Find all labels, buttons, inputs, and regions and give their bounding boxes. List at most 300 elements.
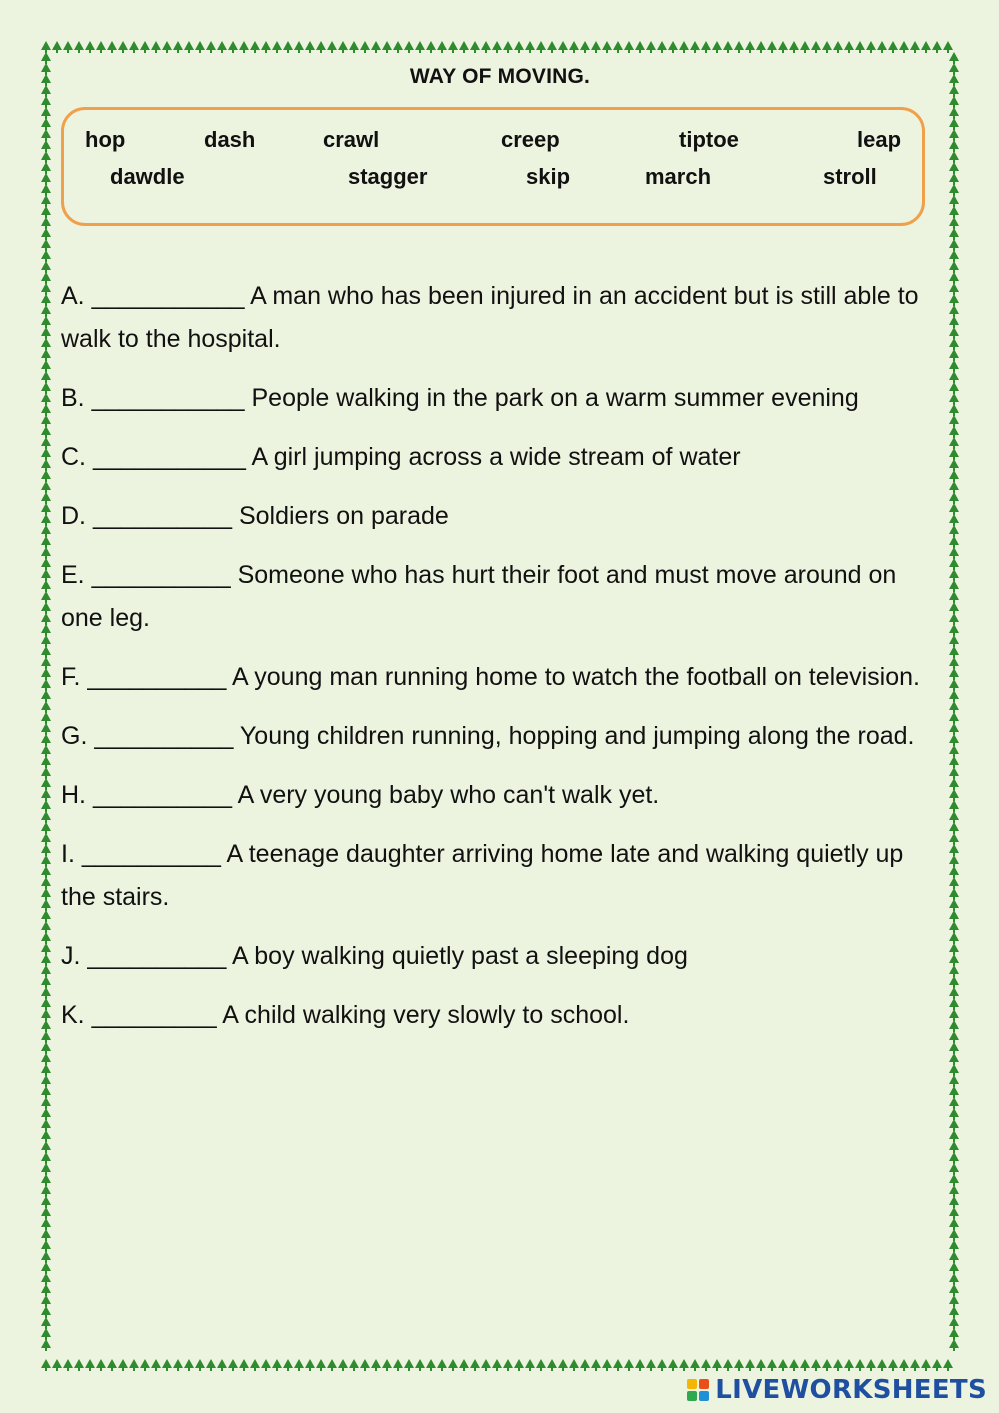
tree-decoration (426, 41, 436, 53)
tree-decoration (525, 41, 535, 53)
tree-decoration (41, 1119, 51, 1131)
tree-decoration (745, 41, 755, 53)
tree-decoration (305, 1359, 315, 1371)
answer-blank[interactable]: __________ (92, 781, 232, 809)
tree-decoration (41, 96, 51, 108)
question-item (61, 377, 941, 420)
tree-decoration (41, 118, 51, 130)
tree-decoration (949, 1306, 959, 1318)
tree-decoration (503, 1359, 513, 1371)
tree-decoration (949, 338, 959, 350)
tree-decoration (206, 1359, 216, 1371)
tree-decoration (514, 41, 524, 53)
tree-decoration (949, 514, 959, 526)
tree-decoration (41, 1042, 51, 1054)
tree-decoration (767, 1359, 777, 1371)
tree-decoration (41, 602, 51, 614)
tree-decoration (734, 1359, 744, 1371)
tree-decoration (888, 41, 898, 53)
tree-decoration (949, 1295, 959, 1307)
tree-decoration (41, 1218, 51, 1230)
tree-decoration (949, 756, 959, 768)
tree-decoration (844, 1359, 854, 1371)
tree-decoration (949, 987, 959, 999)
tree-decoration (800, 41, 810, 53)
tree-decoration (228, 41, 238, 53)
tree-decoration (41, 789, 51, 801)
tree-decoration (41, 822, 51, 834)
question-letter: E. (61, 561, 85, 589)
tree-decoration (41, 448, 51, 460)
tree-decoration (657, 1359, 667, 1371)
tree-decoration (41, 1130, 51, 1142)
tree-decoration (217, 41, 227, 53)
tree-decoration (41, 910, 51, 922)
tree-decoration (41, 261, 51, 273)
tree-decoration (305, 41, 315, 53)
question-letter: D. (61, 502, 86, 530)
tree-decoration (949, 1273, 959, 1285)
tree-decoration (767, 41, 777, 53)
tree-decoration (41, 426, 51, 438)
answer-blank[interactable]: _________ (91, 1001, 217, 1029)
tree-decoration (646, 41, 656, 53)
tree-decoration (63, 1359, 73, 1371)
tree-decoration (877, 41, 887, 53)
tree-decoration (360, 41, 370, 53)
tree-decoration (393, 1359, 403, 1371)
tree-decoration (949, 217, 959, 229)
question-item (61, 774, 941, 817)
tree-decoration (74, 1359, 84, 1371)
tree-decoration (41, 547, 51, 559)
tree-decoration (949, 1042, 959, 1054)
tree-decoration (492, 1359, 502, 1371)
tree-decoration (261, 41, 271, 53)
tree-decoration (949, 1031, 959, 1043)
tree-decoration (949, 327, 959, 339)
question-item (61, 436, 941, 479)
word-bank-word: leap (857, 127, 902, 152)
tree-decoration (140, 41, 150, 53)
tree-decoration (855, 1359, 865, 1371)
tree-decoration (949, 1174, 959, 1186)
word-bank-word: skip (526, 164, 571, 189)
tree-decoration (949, 723, 959, 735)
tree-decoration (949, 1097, 959, 1109)
tree-decoration (949, 712, 959, 724)
tree-decoration (41, 646, 51, 658)
tree-decoration (327, 1359, 337, 1371)
tree-decoration (41, 591, 51, 603)
tree-decoration (613, 41, 623, 53)
tree-decoration (481, 1359, 491, 1371)
tree-decoration (949, 789, 959, 801)
answer-blank[interactable]: __________ (91, 561, 231, 589)
tree-decoration (41, 371, 51, 383)
tree-decoration (949, 305, 959, 317)
tree-decoration (41, 1152, 51, 1164)
tree-decoration (52, 1359, 62, 1371)
tree-decoration (272, 41, 282, 53)
tree-decoration (949, 1284, 959, 1296)
tree-decoration (41, 393, 51, 405)
tree-decoration (470, 41, 480, 53)
question-item (61, 994, 941, 1037)
tree-decoration (41, 1240, 51, 1252)
tree-decoration (41, 1064, 51, 1076)
tree-decoration (949, 822, 959, 834)
tree-decoration (949, 536, 959, 548)
tree-decoration (41, 723, 51, 735)
tree-decoration (949, 1339, 959, 1351)
tree-decoration (437, 41, 447, 53)
answer-blank[interactable]: ___________ (91, 282, 245, 310)
tree-decoration (949, 1185, 959, 1197)
tree-decoration (811, 1359, 821, 1371)
tree-decoration (41, 250, 51, 262)
tree-decoration (41, 536, 51, 548)
tree-decoration (949, 844, 959, 856)
tree-decoration (949, 1152, 959, 1164)
tree-decoration (481, 41, 491, 53)
tree-decoration (949, 833, 959, 845)
tree-decoration (949, 228, 959, 240)
tree-decoration (949, 503, 959, 515)
tree-decoration (701, 41, 711, 53)
word-bank-word: dash (204, 127, 256, 152)
tree-decoration (949, 107, 959, 119)
tree-decoration (41, 987, 51, 999)
tree-decoration (580, 1359, 590, 1371)
answer-blank[interactable]: ___________ (92, 443, 246, 471)
tree-decoration (949, 690, 959, 702)
tree-decoration (41, 349, 51, 361)
tree-decoration (949, 1262, 959, 1274)
tree-decoration (41, 481, 51, 493)
tree-decoration (316, 1359, 326, 1371)
tree-decoration (949, 1130, 959, 1142)
tree-decoration (921, 1359, 931, 1371)
tree-decoration (41, 1141, 51, 1153)
tree-decoration (877, 1359, 887, 1371)
tree-decoration (195, 41, 205, 53)
tree-decoration (96, 1359, 106, 1371)
tree-decoration (949, 1108, 959, 1120)
tree-decoration (360, 1359, 370, 1371)
tree-decoration (624, 41, 634, 53)
tree-decoration (503, 41, 513, 53)
word-bank-word: stagger (348, 164, 428, 189)
tree-decoration (949, 118, 959, 130)
tree-decoration (949, 800, 959, 812)
tree-decoration (949, 767, 959, 779)
tree-decoration (272, 1359, 282, 1371)
tree-decoration (41, 107, 51, 119)
tree-decoration (239, 41, 249, 53)
tree-decoration (949, 1053, 959, 1065)
tree-decoration (866, 1359, 876, 1371)
tree-decoration (41, 1086, 51, 1098)
tree-decoration (41, 734, 51, 746)
tree-decoration (949, 668, 959, 680)
tree-decoration (41, 855, 51, 867)
tree-decoration (949, 855, 959, 867)
tree-decoration (949, 635, 959, 647)
tree-decoration (41, 1020, 51, 1032)
tree-decoration (41, 811, 51, 823)
tree-decoration (96, 41, 106, 53)
tree-decoration (949, 481, 959, 493)
tree-decoration (558, 1359, 568, 1371)
tree-decoration (371, 1359, 381, 1371)
tree-decoration (327, 41, 337, 53)
tree-decoration (41, 998, 51, 1010)
tree-decoration (41, 382, 51, 394)
tree-decoration (949, 316, 959, 328)
tree-decoration (382, 1359, 392, 1371)
tree-decoration (404, 1359, 414, 1371)
tree-decoration (41, 1196, 51, 1208)
tree-decoration (41, 1031, 51, 1043)
tree-decoration (949, 1163, 959, 1175)
question-letter: K. (61, 1001, 85, 1029)
worksheet-page (40, 40, 960, 1372)
tree-decoration (932, 41, 942, 53)
tree-decoration (547, 1359, 557, 1371)
tree-decoration (41, 195, 51, 207)
tree-decoration (910, 41, 920, 53)
tree-decoration (679, 1359, 689, 1371)
tree-decoration (949, 646, 959, 658)
tree-decoration (949, 1119, 959, 1131)
question-text: A man who has been injured in an accident but is still able to walk to the hospital. (61, 282, 919, 353)
tree-decoration (41, 1328, 51, 1340)
tree-decoration (536, 1359, 546, 1371)
question-item (61, 554, 941, 640)
tree-decoration (949, 547, 959, 559)
tree-decoration (949, 1020, 959, 1032)
question-letter: I. (61, 840, 75, 868)
tree-decoration (949, 349, 959, 361)
tree-decoration (41, 833, 51, 845)
tree-decoration (949, 1218, 959, 1230)
tree-decoration (41, 1284, 51, 1296)
tree-decoration (41, 305, 51, 317)
tree-decoration (41, 338, 51, 350)
tree-decoration (756, 41, 766, 53)
question-item (61, 715, 941, 758)
tree-decoration (949, 1317, 959, 1329)
tree-decoration (294, 1359, 304, 1371)
tree-decoration (712, 41, 722, 53)
tree-decoration (41, 217, 51, 229)
tree-decoration (949, 1196, 959, 1208)
tree-decoration (949, 591, 959, 603)
tree-decoration (778, 1359, 788, 1371)
tree-decoration (41, 1295, 51, 1307)
tree-decoration (41, 184, 51, 196)
tree-decoration (41, 844, 51, 856)
tree-decoration (261, 1359, 271, 1371)
tree-decoration (949, 1251, 959, 1263)
question-letter: J. (61, 942, 81, 970)
tree-decoration (949, 954, 959, 966)
tree-decoration (184, 41, 194, 53)
tree-decoration (712, 1359, 722, 1371)
tree-decoration (41, 1185, 51, 1197)
tree-decoration (514, 1359, 524, 1371)
tree-decoration (833, 1359, 843, 1371)
question-letter: A. (61, 282, 85, 310)
question-text: A girl jumping across a wide stream of water (251, 443, 741, 471)
question-text: People walking in the park on a warm summer evening (251, 384, 859, 412)
tree-decoration (949, 459, 959, 471)
question-letter: C. (61, 443, 86, 471)
tree-decoration (41, 228, 51, 240)
tree-decoration (41, 1163, 51, 1175)
tree-decoration (41, 745, 51, 757)
tree-decoration (789, 1359, 799, 1371)
tree-decoration (949, 1328, 959, 1340)
tree-decoration (668, 41, 678, 53)
tree-decoration (899, 1359, 909, 1371)
tree-decoration (646, 1359, 656, 1371)
tree-decoration (734, 41, 744, 53)
tree-decoration (41, 1251, 51, 1263)
tree-decoration (635, 1359, 645, 1371)
tree-decoration (701, 1359, 711, 1371)
tree-decoration (949, 998, 959, 1010)
tree-decoration (949, 866, 959, 878)
tree-decoration (184, 1359, 194, 1371)
tree-decoration (41, 701, 51, 713)
tree-decoration (690, 1359, 700, 1371)
tree-decoration (41, 404, 51, 416)
tree-decoration (949, 976, 959, 988)
tree-decoration (41, 690, 51, 702)
tree-decoration (949, 426, 959, 438)
tree-decoration (569, 41, 579, 53)
tree-decoration (162, 41, 172, 53)
tree-decoration (41, 206, 51, 218)
tree-decoration (107, 1359, 117, 1371)
tree-decoration (41, 316, 51, 328)
tree-decoration (41, 503, 51, 515)
tree-decoration (547, 41, 557, 53)
tree-decoration (393, 41, 403, 53)
tree-decoration (949, 195, 959, 207)
tree-decoration (949, 811, 959, 823)
tree-decoration (41, 888, 51, 900)
tree-decoration (316, 41, 326, 53)
tree-decoration (723, 41, 733, 53)
tree-decoration (949, 734, 959, 746)
tree-decoration (41, 162, 51, 174)
tree-decoration (921, 41, 931, 53)
tree-decoration (949, 624, 959, 636)
tree-decoration (41, 415, 51, 427)
tree-decoration (778, 41, 788, 53)
tree-decoration (492, 41, 502, 53)
tree-decoration (949, 382, 959, 394)
answer-blank[interactable]: __________ (94, 722, 234, 750)
tree-decoration (41, 173, 51, 185)
tree-decoration (41, 294, 51, 306)
tree-decoration (41, 756, 51, 768)
question-item (61, 275, 941, 361)
tree-decoration (118, 41, 128, 53)
tree-decoration (949, 129, 959, 141)
tree-decoration (415, 41, 425, 53)
tree-decoration (949, 1009, 959, 1021)
question-text: A teenage daughter arriving home late and walking quietly up the stairs. (61, 840, 904, 911)
tree-decoration (690, 41, 700, 53)
tree-decoration (415, 1359, 425, 1371)
tree-decoration (41, 1097, 51, 1109)
tree-decoration (41, 624, 51, 636)
tree-decoration (888, 1359, 898, 1371)
tree-decoration (949, 294, 959, 306)
tree-decoration (602, 1359, 612, 1371)
tree-decoration (949, 1240, 959, 1252)
tree-decoration (949, 558, 959, 570)
tree-decoration (949, 613, 959, 625)
tree-decoration (899, 41, 909, 53)
tree-decoration (294, 41, 304, 53)
tree-decoration (118, 1359, 128, 1371)
tree-decoration (41, 1262, 51, 1274)
tree-decoration (789, 41, 799, 53)
tree-decoration (635, 41, 645, 53)
tree-decoration (949, 921, 959, 933)
tree-decoration (949, 360, 959, 372)
tree-decoration (338, 1359, 348, 1371)
tree-decoration (41, 965, 51, 977)
tree-decoration (41, 525, 51, 537)
tree-decoration (949, 448, 959, 460)
tree-decoration (41, 580, 51, 592)
tree-decoration (949, 470, 959, 482)
answer-blank[interactable]: __________ (87, 663, 227, 691)
tree-decoration (41, 800, 51, 812)
tree-decoration (943, 41, 953, 53)
answer-blank[interactable]: __________ (81, 840, 221, 868)
question-letter: F. (61, 663, 81, 691)
tree-decoration (949, 261, 959, 273)
tree-decoration (173, 41, 183, 53)
answer-blank[interactable]: __________ (92, 502, 232, 530)
answer-blank[interactable]: __________ (87, 942, 227, 970)
word-bank-word: crawl (323, 127, 380, 152)
tree-decoration (448, 41, 458, 53)
question-letter: G. (61, 722, 88, 750)
tree-decoration (41, 1317, 51, 1329)
answer-blank[interactable]: ___________ (91, 384, 245, 412)
question-letter: H. (61, 781, 86, 809)
tree-decoration (949, 272, 959, 284)
tree-decoration (949, 239, 959, 251)
tree-decoration (949, 1064, 959, 1076)
tree-decoration (723, 1359, 733, 1371)
tree-decoration (173, 1359, 183, 1371)
tree-decoration (41, 514, 51, 526)
liveworksheets-logo (687, 1375, 987, 1405)
word-bank-word: creep (501, 127, 560, 152)
tree-decoration (536, 41, 546, 53)
tree-decoration (338, 41, 348, 53)
tree-decoration (41, 767, 51, 779)
